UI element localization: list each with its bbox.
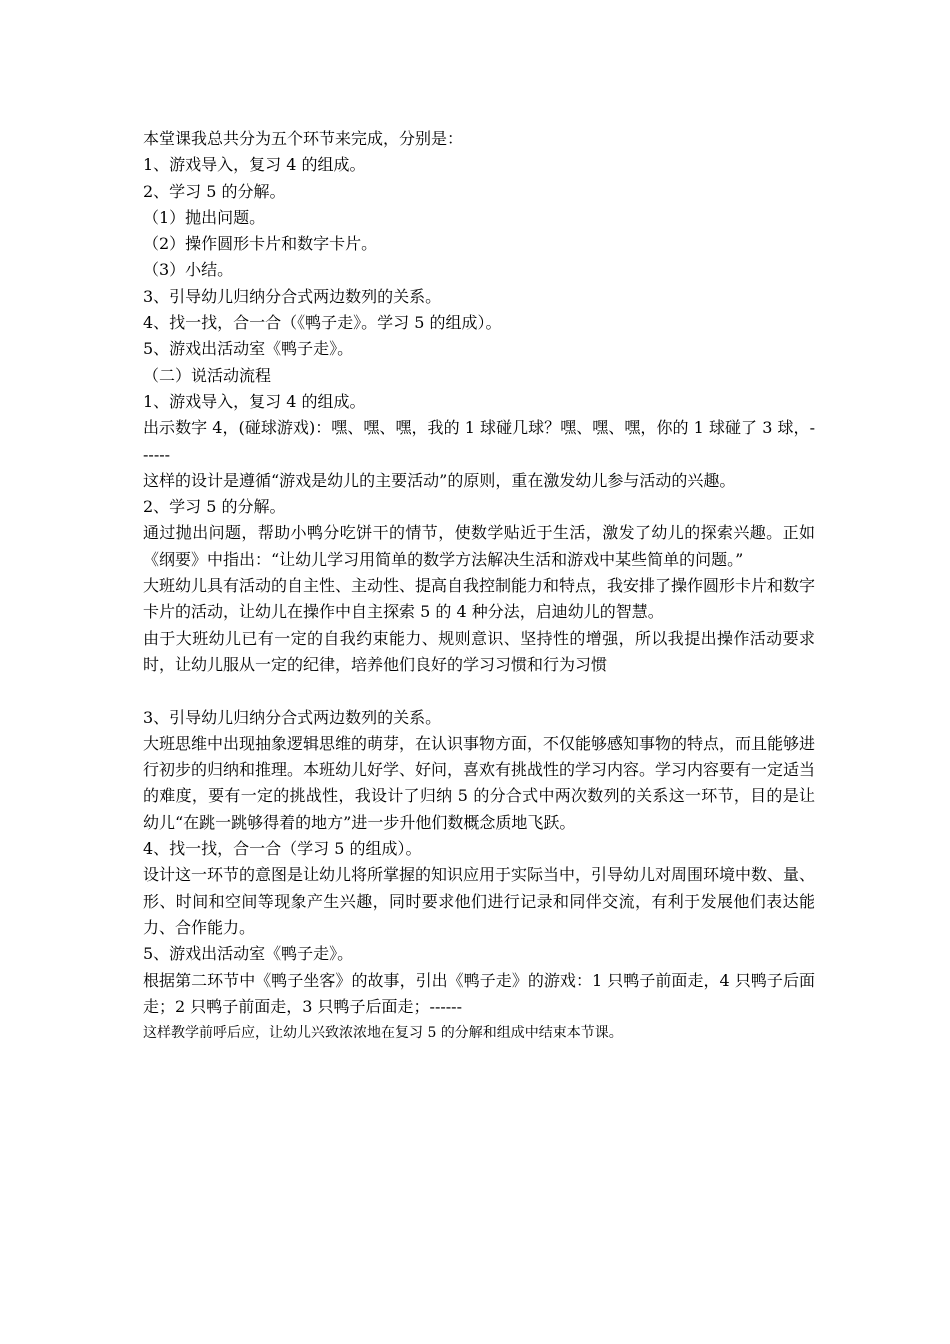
step-5-paragraph: 根据第二环节中《鸭子坐客》的故事，引出《鸭子走》的游戏：1 只鸭子前面走，4 只鸭子后面走；2 只鸭子前面走，3 只鸭子后面走；------ <box>143 970 815 1016</box>
step-2-paragraph-2: 大班幼儿具有活动的自主性、主动性、提高自我控制能力和特点，我安排了操作圆形卡片和数字卡片的活动，让幼儿在操作中自主探索 5 的 4 种分法，启迪幼儿的智慧。 <box>143 576 816 622</box>
step-3-paragraph: 大班思维中出现抽象逻辑思维的萌芽，在认识事物方面，不仅能够感知事物的特点，而且能够进行初步的归纳和推理。本班幼儿好学、好问，喜欢有挑战性的学习内容。学习内容要有一定适当的难度，要有一定的挑战性，我设计了归纳 5 的分合式中两次数列的关系这一环节，目的是让幼儿“在跳一跳够得着的地方”进一步升他们数概念质地飞跃。 <box>143 733 816 832</box>
outline-subitem-2: （2）操作圆形卡片和数字卡片。 <box>143 234 378 254</box>
outline-item-2: 2、学习 5 的分解。 <box>143 181 286 201</box>
step-2-paragraph-3: 由于大班幼儿已有一定的自我约束能力、规则意识、坚持性的增强，所以我提出操作活动要求时，让幼儿服从一定的纪律，培养他们良好的学习习惯和行为习惯 <box>143 628 815 674</box>
closing-line: 这样教学前呼后应，让幼儿兴致浓浓地在复习 5 的分解和组成中结束本节课。 <box>143 1025 623 1042</box>
section-heading: （二）说活动流程 <box>143 365 272 385</box>
step-1-paragraph-1: 出示数字 4，(碰球游戏)：嘿、嘿、嘿，我的 1 球碰几球？嘿、嘿、嘿，你的 1 球碰了 3 球，------ <box>143 418 815 464</box>
document-body <box>143 126 815 1046</box>
intro-line: 本堂课我总共分为五个环节来完成，分别是： <box>143 129 464 148</box>
outline-item-1: 1、游戏导入，复习 4 的组成。 <box>143 155 366 175</box>
outline-item-4: 4、找一找，合一合（《鸭子走》。学习 5 的组成）。 <box>143 313 502 333</box>
outline-subitem-3: （3）小结。 <box>143 260 234 280</box>
outline-item-3: 3、引导幼儿归纳分合式两边数列的关系。 <box>143 286 442 306</box>
step-1-heading: 1、游戏导入，复习 4 的组成。 <box>143 391 366 411</box>
outline-item-5: 5、游戏出活动室《鸭子走》。 <box>143 339 354 359</box>
step-3-heading: 3、引导幼儿归纳分合式两边数列的关系。 <box>143 707 442 727</box>
step-2-heading: 2、学习 5 的分解。 <box>143 497 286 517</box>
step-4-paragraph: 设计这一环节的意图是让幼儿将所掌握的知识应用于实际当中，引导幼儿对周围环境中数、量、形、时间和空间等现象产生兴趣，同时要求他们进行记录和同伴交流，有利于发展他们表达能力、合作能力。 <box>143 865 816 937</box>
blank-line <box>143 678 815 704</box>
step-5-heading: 5、游戏出活动室《鸭子走》。 <box>143 944 354 964</box>
step-1-paragraph-2: 这样的设计是遵循“游戏是幼儿的主要活动”的原则，重在激发幼儿参与活动的兴趣。 <box>143 470 736 490</box>
outline-subitem-1: （1）抛出问题。 <box>143 207 266 227</box>
step-4-heading: 4、找一找，合一合（学习 5 的组成）。 <box>143 839 422 859</box>
step-2-paragraph-1: 通过抛出问题，帮助小鸭分吃饼干的情节，使数学贴近于生活，激发了幼儿的探索兴趣。正如《纲要》中指出：“让幼儿学习用简单的数学方法解决生活和游戏中某些简单的问题。” <box>143 523 815 569</box>
